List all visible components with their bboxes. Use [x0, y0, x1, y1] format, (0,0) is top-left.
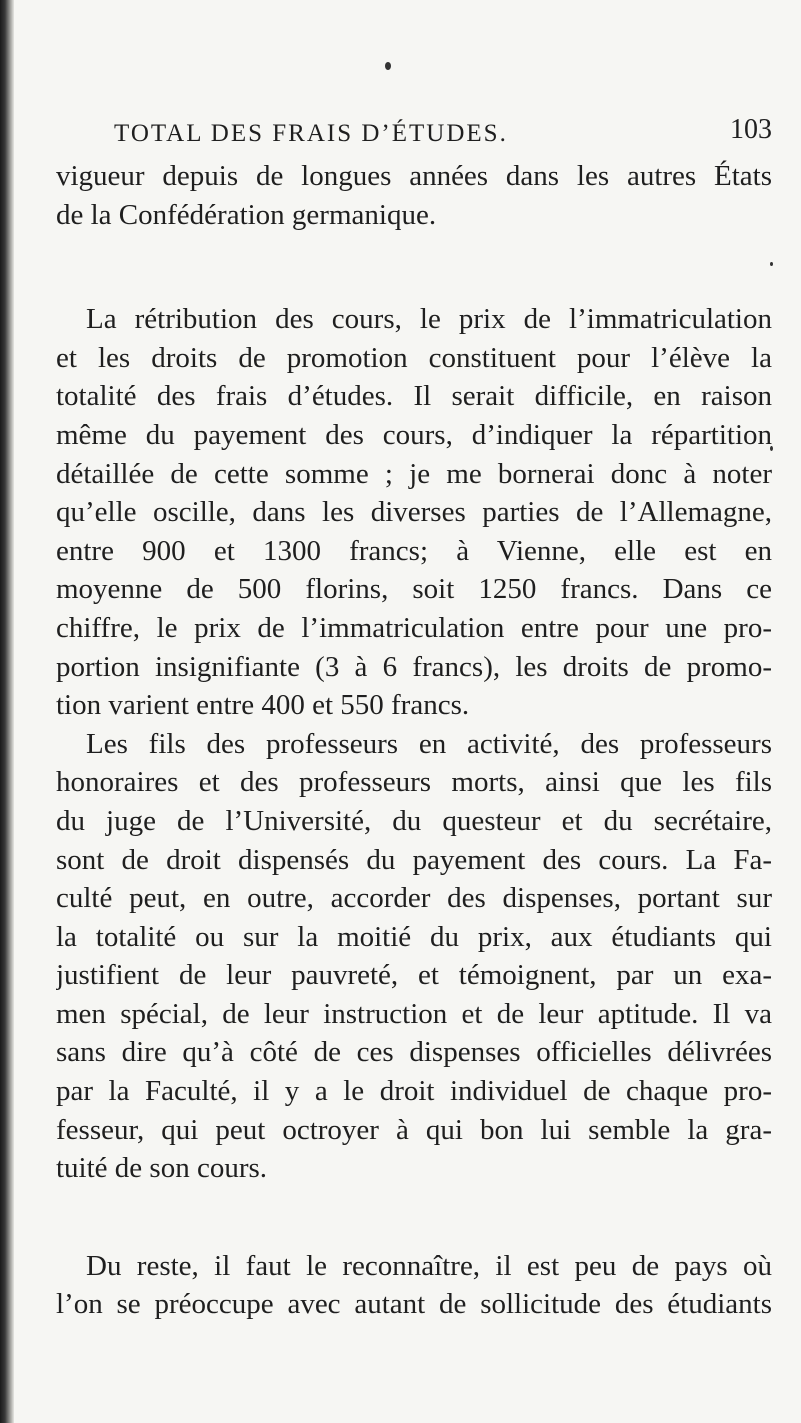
- text-line: sans dire qu’à côté de ces dispenses officielles délivrées: [56, 1036, 772, 1069]
- paragraph-continuation: [56, 157, 772, 234]
- text-line: men spécial, de leur instruction et de leur aptitude. Il va: [56, 997, 772, 1030]
- text-line: entre 900 et 1300 francs; à Vienne, elle est en: [56, 534, 772, 567]
- running-head-title: TOTAL DES FRAIS D’ÉTUDES.: [114, 120, 508, 147]
- page-binding-edge: [0, 0, 14, 1423]
- text-line: totalité des frais d’études. Il serait difficile, en raison: [56, 380, 772, 413]
- text-line: qu’elle oscille, dans les diverses parties de l’Allemagne,: [56, 496, 772, 529]
- running-head: [56, 80, 772, 147]
- ink-speck: [385, 62, 391, 70]
- text-line: de la Confédération germanique.: [56, 198, 437, 231]
- text-line: justifient de leur pauvreté, et témoignent, par un exa-: [56, 959, 772, 992]
- book-page: [56, 80, 772, 1324]
- text-line: détaillée de cette somme ; je me bornerai donc à noter: [56, 457, 772, 490]
- text-line: tion varient entre 400 et 550 francs.: [56, 689, 470, 722]
- text-line: et les droits de promotion constituent pour l’élève la: [56, 341, 772, 374]
- text-line: même du payement des cours, d’indiquer la répartition: [56, 418, 772, 451]
- text-line: chiffre, le prix de l’immatriculation entre pour une pro-: [56, 611, 772, 644]
- paragraph: [56, 725, 772, 1188]
- text-line: l’on se préoccupe avec autant de sollicitude des étudiants: [56, 1288, 772, 1321]
- paragraph: [56, 1247, 772, 1324]
- text-line: honoraires et des professeurs morts, ainsi que les fils: [56, 766, 772, 799]
- text-line: sont de droit dispensés du payement des cours. La Fa-: [56, 843, 772, 876]
- text-line: tuité de son cours.: [56, 1152, 268, 1185]
- text-line: vigueur depuis de longues années dans les autres États: [56, 160, 772, 192]
- text-line: culté peut, en outre, accorder des dispenses, portant sur: [56, 882, 772, 915]
- paragraph: [56, 300, 772, 725]
- text-line: moyenne de 500 florins, soit 1250 francs. Dans ce: [56, 573, 772, 606]
- text-line: fesseur, qui peut octroyer à qui bon lui semble la gra-: [56, 1113, 772, 1146]
- text-line: La rétribution des cours, le prix de l’immatriculation: [86, 303, 772, 336]
- text-line: la totalité ou sur la moitié du prix, aux étudiants qui: [56, 920, 772, 953]
- text-line: portion insignifiante (3 à 6 francs), les droits de promo-: [56, 650, 772, 683]
- text-line: Les fils des professeurs en activité, des professeurs: [86, 727, 772, 760]
- text-line: par la Faculté, il y a le droit individuel de chaque pro-: [56, 1075, 772, 1108]
- page-number: 103: [730, 114, 772, 145]
- text-line: du juge de l’Université, du questeur et du secrétaire,: [56, 804, 772, 837]
- text-line: Du reste, il faut le reconnaître, il est peu de pays où: [86, 1249, 772, 1282]
